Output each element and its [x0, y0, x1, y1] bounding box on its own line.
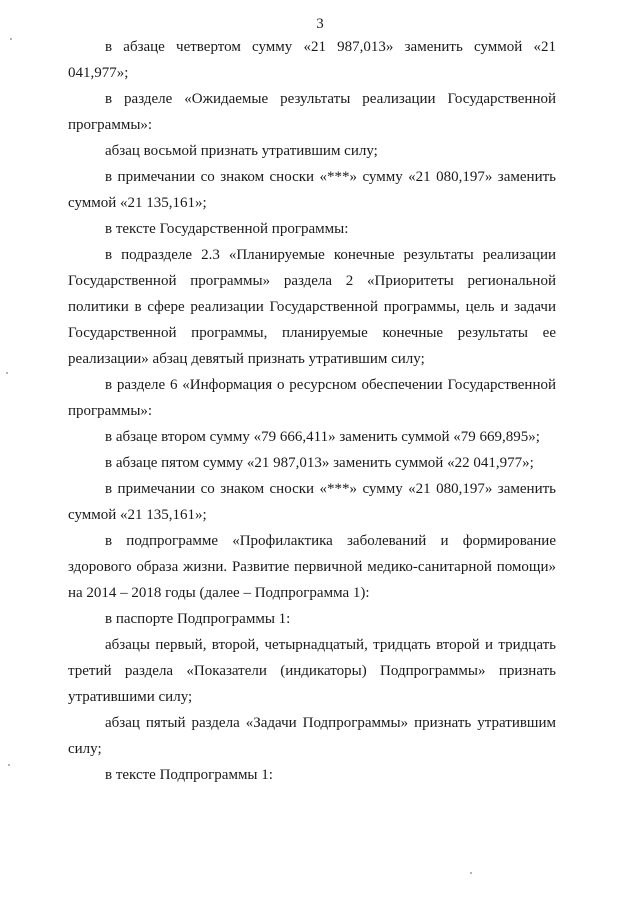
paragraph: в абзаце четвертом сумму «21 987,013» заменить суммой «21 041,977»;	[68, 39, 556, 81]
paragraph: в разделе 6 «Информация о ресурсном обеспечении Государственной программы»:	[68, 377, 556, 419]
scan-speck	[470, 872, 472, 874]
paragraph: в тексте Подпрограммы 1:	[105, 767, 273, 783]
paragraph: в тексте Государственной программы:	[105, 221, 349, 237]
paragraph: абзац восьмой признать утратившим силу;	[105, 143, 378, 159]
paragraph: в паспорте Подпрограммы 1:	[105, 611, 291, 627]
paragraph: в примечании со знаком сноски «***» сумму «21 080,197» заменить суммой «21 135,161»;	[68, 481, 556, 523]
paragraph: в разделе «Ожидаемые результаты реализации Государственной программы»:	[68, 91, 556, 133]
scan-speck	[10, 38, 12, 40]
page-number: 3	[316, 16, 324, 32]
scan-speck	[8, 764, 10, 766]
paragraph: в подразделе 2.3 «Планируемые конечные результаты реализации Государственной программы» раздела 2 «Приоритеты региональной политики в сфере реализации Государственной программы, цель и задачи Государственной программы, планируемые конечные результаты ее реализации» абзац девятый признать утратившим силу;	[68, 247, 556, 367]
paragraph: абзацы первый, второй, четырнадцатый, тридцать второй и тридцать третий раздела «Показатели (индикаторы) Подпрограммы» признать утратившими силу;	[68, 637, 556, 705]
scan-speck	[6, 372, 8, 374]
paragraph: в абзаце втором сумму «79 666,411» заменить суммой «79 669,895»;	[105, 429, 540, 445]
paragraph: в примечании со знаком сноски «***» сумму «21 080,197» заменить суммой «21 135,161»;	[68, 169, 556, 211]
paragraph: абзац пятый раздела «Задачи Подпрограммы» признать утратившим силу;	[68, 715, 556, 757]
paragraph: в подпрограмме «Профилактика заболеваний и формирование здорового образа жизни. Развитие первичной медико-санитарной помощи» на 2014 – 2018 годы (далее – Подпрограмма 1):	[68, 533, 556, 601]
document-body	[68, 34, 556, 788]
paragraph: в абзаце пятом сумму «21 987,013» заменить суммой «22 041,977»;	[105, 455, 534, 471]
